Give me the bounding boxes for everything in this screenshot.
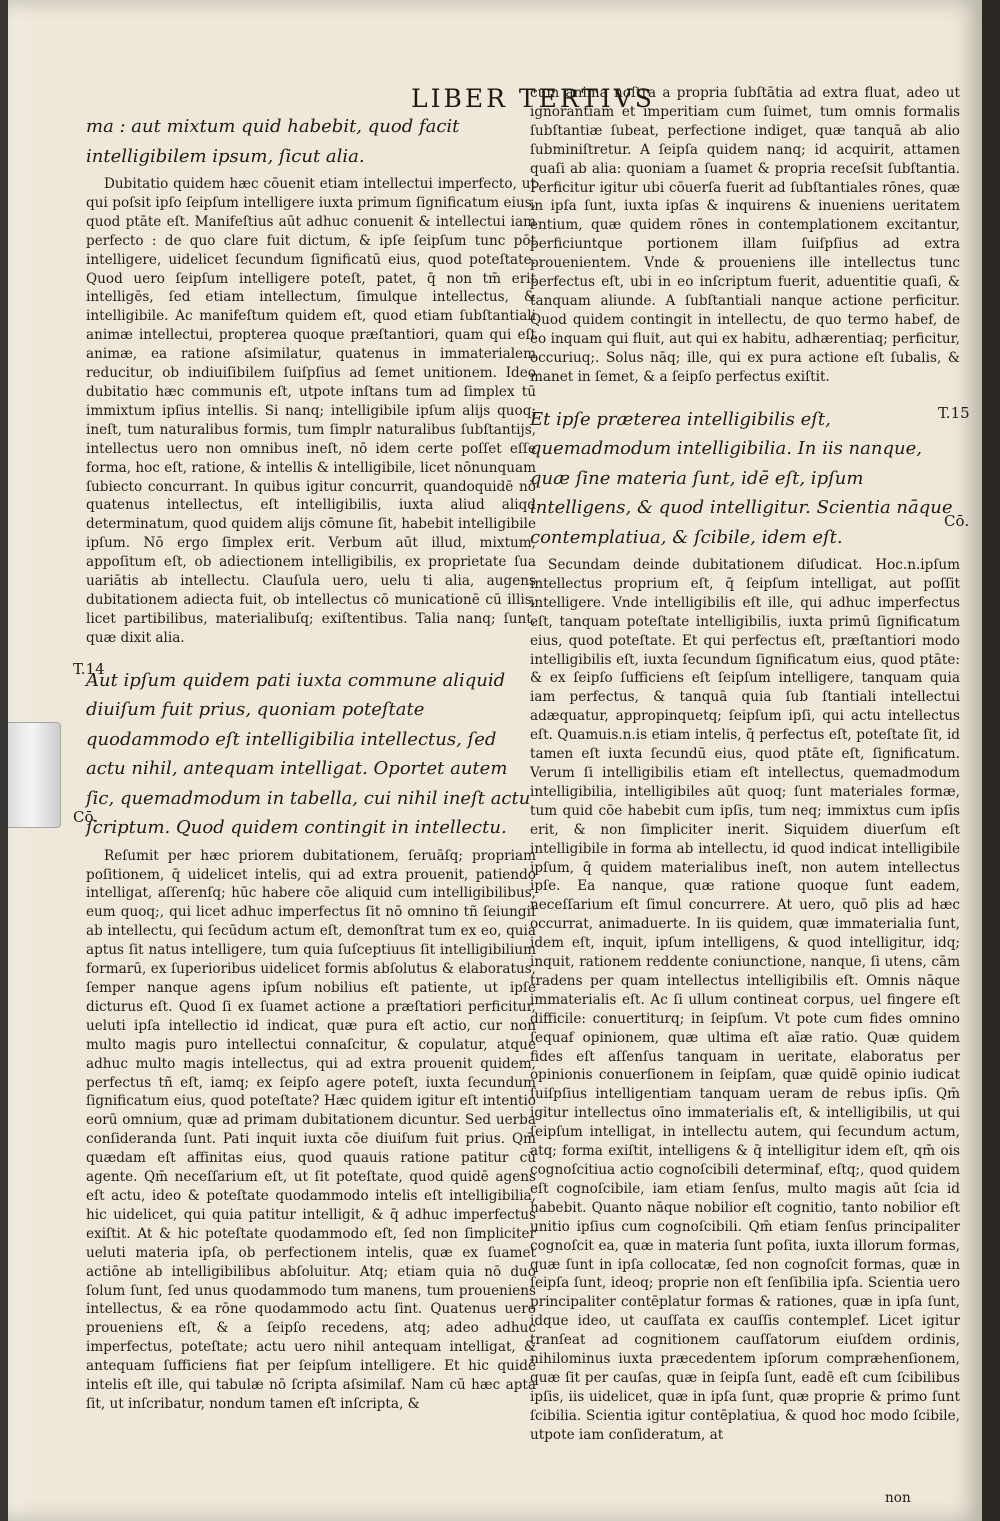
margin-note-co-right: Cō. — [944, 512, 970, 530]
margin-note-t14: T.14 — [73, 660, 105, 678]
book-edge — [982, 0, 1000, 1521]
commentary-1: Dubitatio quidem hæc cōuenit etiam intellectui imperfecto, ut qui poſsit ipſo ſeipſum intelligere iuxta primum ſignificatum eius, quod ptāte eſt. Manifeſtius aūt adhuc conuenit & intellectui iam perfecto : de quo clare fuit dictum, & ipſe ſeipſum tunc pōt intelligere, uidelicet ſecundum ſignificatū eius, quod poteſtate. Quod uero ſeipſum intelligere poteſt, patet, q̄ non tm̄ erit intelligēs, ſed etiam intellectum, ſimulque intellectus, & intelligibile. Ac manifeſtum quidem eſt, quod etiam ſubſtantiali animæ intellectui, propterea quoque præſtantiori, quam qui eſt animæ, ea ratione aſsimilatur, quatenus in immaterialem reducitur, ob indiuiſibilem ſuiſpſius ad ſemet unitionem. Ideo dubitatio hæc communis eſt, utpote inſtans tum ad ſimplex tū immixtum ipſius intellis. Si nanq; intelligibile ipſum alijs quoq; ineſt, tum naturalibus formis, tum ſimplr naturalibus ſubſtantijs, intellectus uero non omnibus ineſt, nō idem certe poſſet eſſe forma, hoc eſt, ratione, & intellis & intelligibile, licet nōnunquam ſubiecto concurrant. In quibus igitur concurrit, quandoquidē nō quatenus intellectus, eſt intelligibilis, iuxta aliud aliqd determinatum, quod quidem alijs cōmune ſit, habebit intelligibile ipſum. Nō ergo ſimplex erit. Verbum aūt illud, mixtum, appoſitum eſt, ob adiectionem intelligibilis, ex proprietate ſua uariātis ab intellectu. Clauſula uero, uelu ti alia, augens dubitationem adiecta fuit, ob intellectus cō municationē cū illis, licet partibilibus, materialibuſq; exiſtentibus. Talia nanq; ſunt, quæ dixit alia. — [86, 176, 536, 646]
running-title: LIBER TERTIVS — [411, 84, 655, 113]
left-column — [86, 112, 536, 1418]
commentary-2: Reſumit per hæc priorem dubitationem, ſeruāſq; propriam poſitionem, q̄ uidelicet intelis, qui ad extra prouenit, patiendo intelligat, aſſerenſq; hūc habere cōe aliquid cum intelligibilibus, eum quoq;, qui licet adhuc imperfectus ſit nō omnino tñ ſeiungif ab intellectu, qui ſecūdum actum eſt, demonſtrat tum ex eo, quia aptus ſit natus intelligere, tum quia ſuſceptiuus ſit intelligibilium formarū, ex ſuperioribus uidelicet formis abſolutus & elaboratus, ſemper nanque agens ipſum nobilius eſt patiente, ut ipſe dicturus eſt. Quod ſi ex ſuamet actione a præſtatiori perficitur, ueluti ipſa intellectio id indicat, quæ pura eſt actio, cur non multo magis puro intellectui connaſcitur, & copulatur, atque adhuc multo magis intellectus, qui ad extra prouenit quidem, perfectus tñ eſt, iamq; ex ſeipſo agere poteſt, iuxta ſecundum ſignificatum eius, quod poteſtate? Hæc quidem igitur eſt intentio eorū omnium, quæ ad primam dubitationem dicuntur. Sed uerba conſideranda ſunt. Pati inquit iuxta cōe diuiſum fuit prius. Qm̄ quædam eſt affinitas eius, quod quauis ratione patitur cū agente. Qm̄ neceſſarium eſt, ut ſit poteſtate, quod quidē agens eſt actu, ideo & poteſtate quodammodo intelis eſt intelligibilia, hic uidelicet, qui quia patitur intelligit, & q̄ adhuc imperfectus exiſtit. At & hic poteſtate quodammodo eſt, ſed non ſimpliciter ueluti materia ipſa, ob perfectionem intelis, quæ ex ſuamet actiōne ab intelligibilibus abſoluitur. Atq; etiam quia nō duo ſolum ſunt, ſed unus quodammodo tum manens, tum proueniens intellectus, & ea rōne quodammodo actu ſint. Quatenus uero proueniens eſt, & a ſeipſo recedens, atq; adeo adhuc imperfectus, poteſtate; actu uero nihil antequam intelligat, & antequam ſufficiens fiat per ſeipſum intelligere. Et hic quidē intelis eſt ille, qui tabulæ nō ſcripta aſsimilaf. Nam cū hæc apta ſit, ut inſcribatur, nondum tamen eſt inſcripta, & — [86, 847, 536, 1412]
catchword: non — [885, 1490, 911, 1506]
page-clip — [8, 722, 61, 828]
right-column — [530, 84, 960, 1449]
book-page — [8, 0, 982, 1521]
aristotle-text-3: Et ipſe præterea intelligibilis eſt, quemadmodum intelligibilia. In iis nanque, quæ ſine materia ſunt, idē eſt, ipſum intelligens, & quod intelligitur. Scientia nāque contemplatiua, & ſcibile, idem eſt. — [530, 408, 953, 548]
aristotle-text-2: Aut ipſum quidem pati iuxta commune aliquid diuiſum fuit prius, quoniam poteſtate quodammodo eſt intelligibilia intellectus, ſed actu nihil, antequam intelligat. Oportet autem ſic, quemadmodum in tabella, cui nihil ineſt actu ſcriptum. Quod quidem contingit in intellectu. — [86, 669, 531, 839]
margin-note-co-left: Cō. — [73, 808, 99, 826]
commentary-4: Secundam deinde dubitationem diſudicat. Hoc.n.ipſum intellectus proprium eſt, q̄ ſeipſum intelligat, aut poſſit intelligere. Vnde intelligibilis eſt ille, qui adhuc imperfectus eſt, tanquam poteſtate intelligibilis, iuxta primū ſignificatum eius, quod poteſtate. Et qui perfectus eſt, præſtantiori modo intelligibilis eſt, iuxta ſecundum ſignificatum eius, quod ptāte: & ex ſeipſo ſufficiens eſt ſeipſum intelligere, tanquam quia iam perfectus, & tanquā quia ſub ſtantiali intellectui adæquatur, appropinquetq; ſeipſum ipſi, qui actu intellectus eſt. Quamuis.n.is etiam intelis, q̄ perfectus eſt, poteſtate ſit, id tamen eſt iuxta ſecundū eius, quod ptāte eſt, ſignificatum. Verum ſi intelligibilis etiam eſt intellectus, quemadmodum intelligibilia, intelligibiles aūt quoq; ſunt materiales formæ, tum quid cōe habebit cum ipſis, tum neq; immixtus cum ipſis erit, & non ſimpliciter inerit. Siquidem diuerſum eſt intelligibile in forma ab intellectu, id quod indicat intelligibile ipſum, q̄ quidem materialibus ineſt, non autem intellectus ipſe. Ea nanque, quæ ratione quoque ſunt eadem, neceſſarium eſt ſimul concurrere. At uero, quō plis ad hæc occurrat, animaduerte. In iis quidem, quæ immaterialia ſunt, idem eſt, inquit, ipſum intelligens, & quod intelligitur, idq; inquit, rationem reddente coniunctione, nanque, ſi utens, cām tradens per quam intellectus intelligibilis eſt. Omnis nāque immaterialis eſt. Ac ſi ullum contineat corpus, uel fingere eſt difficile: conuertiturq; in ſeipſum. Vt pote cum fides omnino ſequaf opinionem, quæ ultima eſt aīæ ratio. Quæ quidem fides eſt aſſenſus tanquam in ueritate, elaboratus per opinionis conuerſionem in ſeipſam, quæ quidē opinio iudicat ſuiſpſius intelligentiam tanquam ueram de rebus ipſis. Qm̄ igitur intellectus oīno immaterialis eſt, & intelligibilis, ut qui ſeipſum intelligat, in intellectu autem, qui ſecundum actum, atq; forma exiſtit, intelligens & q̄ intelligitur idem eſt, qm̄ ois cognoſcitiua actio cognoſcibili determinaf, eſtq;, quod quidem eſt cognoſcibile, iam etiam ſenſus, multo magis aūt ſcia id habebit. Quanto nāque nobilior eſt cognitio, tanto nobilior eſt unitio ipſius cum cognoſcibili. Qm̄ etiam ſenſus principaliter cognoſcit ea, quæ in materia ſunt poſita, iuxta illorum formas, quæ ſunt in ipſa collocatæ, ſed non cognoſcit formas, quæ in ſeipſa ſunt, ideoq; proprie non eſt ſenſibilia ipſa. Scientia uero principaliter contēplatur formas & rationes, quæ in ipſa ſunt, idque ideo, ut cauſſata ex cauſſis contemplef. Licet igitur tranſeat ad cognitionem cauſſatorum eiuſdem ordinis, nihilominus iuxta præcedentem ipſorum compræhenſionem, quæ ſit per cauſas, quæ in ſeipſa ſunt, eadē eſt cum ſcibilibus ipſis, iis uidelicet, quæ in ipſa ſunt, quæ proprie & primo ſunt ſcibilia. Scientia igitur contēplatiua, & quod hoc modo ſcibile, utpote iam conſideratum, at — [530, 557, 960, 1443]
commentary-3: cum anima noſtra a propria ſubſtātia ad extra fluat, adeo ut ignorantiam et imperitiam cum ſuimet, tum omnis formalis ſubſtantiæ ſubeat, perfectione indiget, quæ tanquā ab alio ſubminiſtretur. A ſeipſa quidem nanq; id acquirit, attamen quaſi ab alia: quoniam a ſuamet & propria receſsit ſubſtantia. Perficitur igitur ubi cōuerſa fuerit ad ſubſtantiales rōnes, quæ in ipſa ſunt, iuxta ipſas & inquirens & inueniens ueritatem entium, quæ quidem rōnes in contemplationem excitantur, perficiuntque portionem illam ſuiſpſius ad extra prouenientem. Vnde & proueniens ille intellectus tunc perfectus eſt, ubi in eo inſcriptum fuerit, aduentitie quaſi, & tanquam aliunde. A ſubſtantiali nanque actione perficitur. Quod quidem contingit in intellectu, de quo termo habef, de eo inquam qui fluit, aut qui ex habitu, adhærentiaq; perficitur, occuriuq;. Solus nāq; ille, qui ex pura actione eſt ſubalis, & manet in ſemet, & a ſeipſo perfectus exiſtit. — [530, 85, 960, 385]
aristotle-text-1: ma : aut mixtum quid habebit, quod facit intelligibilem ipsum, ſicut alia. — [86, 116, 460, 167]
margin-note-t15: T.15 — [938, 404, 970, 422]
